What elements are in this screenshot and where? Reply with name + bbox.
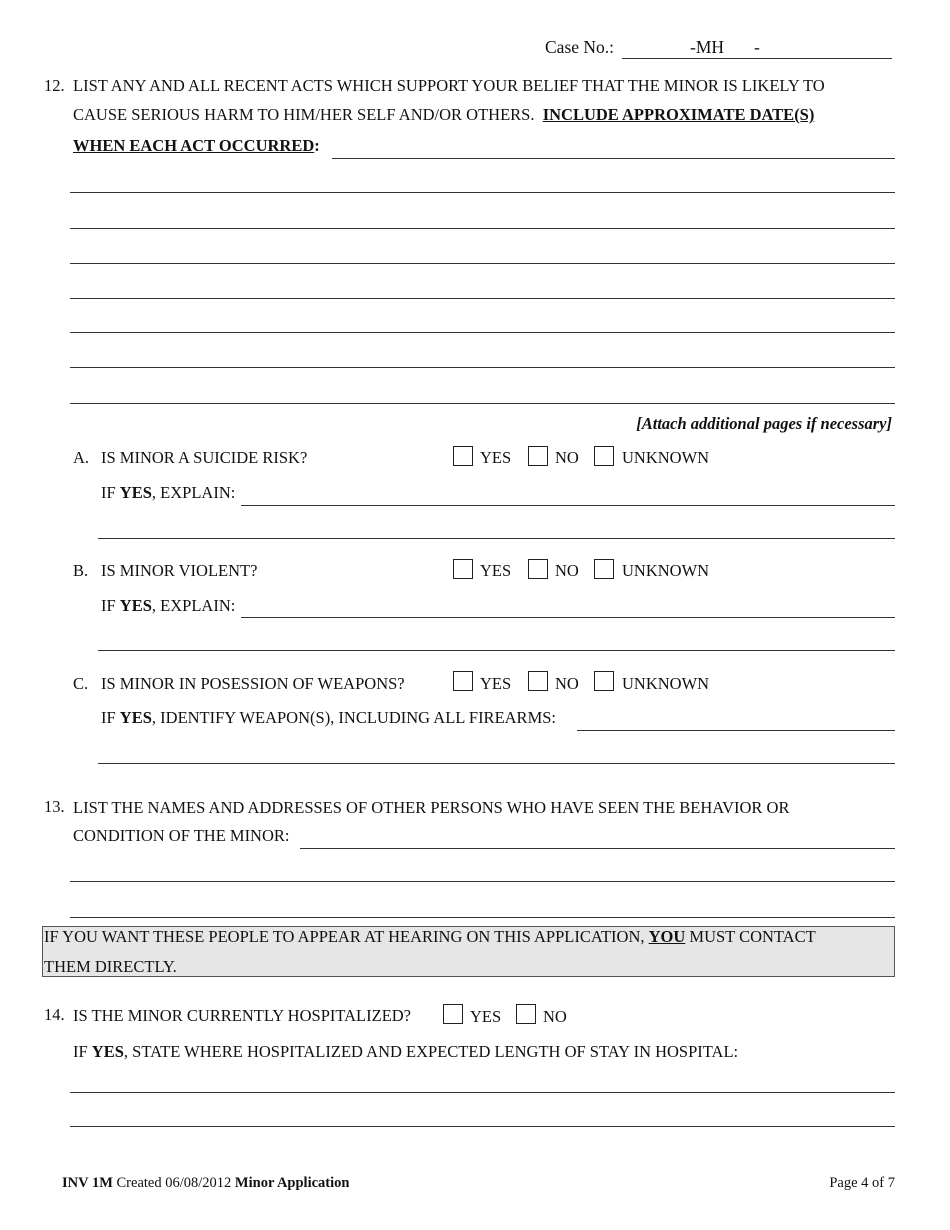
q12b-no-label: NO (555, 561, 579, 580)
q12-text-line2: CAUSE SERIOUS HARM TO HIM/HER SELF AND/OR OTHERS. INCLUDE APPROXIMATE DATE(S) (73, 105, 815, 124)
q12c-no-checkbox[interactable] (528, 671, 548, 691)
q12c-question: IS MINOR IN POSESSION OF WEAPONS? (101, 674, 405, 693)
notice-line1: IF YOU WANT THESE PEOPLE TO APPEAR AT HEARING ON THIS APPLICATION, YOU MUST CONTACT (44, 927, 816, 946)
q12-answer-line-5[interactable] (70, 298, 895, 299)
case-number-field[interactable] (622, 58, 892, 59)
q13-text-line1: LIST THE NAMES AND ADDRESSES OF OTHER PERSONS WHO HAVE SEEN THE BEHAVIOR OR (73, 798, 790, 817)
q12-answer-line-3[interactable] (70, 228, 895, 229)
q12a-unknown-label: UNKNOWN (622, 448, 710, 467)
q12b-question: IS MINOR VIOLENT? (101, 561, 258, 580)
q12c-yes-checkbox[interactable] (453, 671, 473, 691)
q12-answer-line-1[interactable] (332, 158, 895, 159)
q12a-explain-line-2[interactable] (98, 538, 895, 539)
q14-question: IS THE MINOR CURRENTLY HOSPITALIZED? (73, 1006, 412, 1025)
footer-form-code: INV 1M (62, 1175, 113, 1191)
q12b-unknown-label: UNKNOWN (622, 561, 710, 580)
q14-no-checkbox[interactable] (516, 1004, 536, 1024)
q12c-unknown-checkbox[interactable] (594, 671, 614, 691)
q12a-question: IS MINOR A SUICIDE RISK? (101, 448, 308, 467)
q12-answer-line-6[interactable] (70, 332, 895, 333)
q14-number: 14. (44, 1005, 65, 1024)
q13-answer-line-3[interactable] (70, 917, 895, 918)
q12b-yes-checkbox[interactable] (453, 559, 473, 579)
q12c-identify-label: IF YES, IDENTIFY WEAPON(S), INCLUDING ALL FIREARMS: (101, 708, 556, 727)
q12c-weapons-line-1[interactable] (577, 730, 895, 731)
q12b-yes-label: YES (480, 561, 512, 580)
q12a-letter: A. (73, 448, 90, 467)
footer-form-info (62, 1175, 349, 1192)
q14-yes-checkbox[interactable] (443, 1004, 463, 1024)
q12-answer-line-4[interactable] (70, 263, 895, 264)
case-number-dash: - (754, 37, 760, 57)
footer-form-name: Minor Application (234, 1175, 350, 1191)
q12a-explain-line-1[interactable] (241, 505, 895, 506)
q12-number: 12. (44, 76, 65, 95)
q13-answer-line-2[interactable] (70, 881, 895, 882)
q12c-yes-label: YES (480, 674, 512, 693)
case-number-label: Case No.: (545, 37, 615, 57)
q12c-letter: C. (73, 674, 89, 693)
q12a-unknown-checkbox[interactable] (594, 446, 614, 466)
q14-answer-line-1[interactable] (70, 1092, 895, 1093)
q12a-no-label: NO (555, 448, 579, 467)
q12-answer-line-2[interactable] (70, 192, 895, 193)
q12b-explain-label: IF YES, EXPLAIN: (101, 596, 236, 615)
notice-you-emphasis: YOU (648, 927, 686, 946)
q14-yes-label: YES (470, 1007, 502, 1026)
q12-text-line3: WHEN EACH ACT OCCURRED: (73, 136, 320, 155)
q12a-yes-label: YES (480, 448, 512, 467)
q14-no-label: NO (543, 1007, 567, 1026)
q13-answer-line-1[interactable] (300, 848, 895, 849)
q12b-explain-line-1[interactable] (241, 617, 895, 618)
q14-answer-line-2[interactable] (70, 1126, 895, 1127)
footer-page-number: Page 4 of 7 (829, 1175, 895, 1191)
q14-state-label: IF YES, STATE WHERE HOSPITALIZED AND EXPECTED LENGTH OF STAY IN HOSPITAL: (73, 1042, 739, 1061)
q12c-weapons-line-2[interactable] (98, 763, 895, 764)
q12-answer-line-8[interactable] (70, 403, 895, 404)
q13-number: 13. (44, 797, 65, 816)
q12a-yes-checkbox[interactable] (453, 446, 473, 466)
q12c-unknown-label: UNKNOWN (622, 674, 710, 693)
footer-created: Created 06/08/2012 (116, 1175, 232, 1191)
q12-include-dates: INCLUDE APPROXIMATE DATE(S) (542, 105, 815, 124)
q12-text-line1: LIST ANY AND ALL RECENT ACTS WHICH SUPPORT YOUR BELIEF THAT THE MINOR IS LIKELY TO (73, 76, 825, 95)
q12b-no-checkbox[interactable] (528, 559, 548, 579)
q12b-letter: B. (73, 561, 89, 580)
q12a-explain-label: IF YES, EXPLAIN: (101, 483, 236, 502)
q12b-explain-line-2[interactable] (98, 650, 895, 651)
q12-answer-line-7[interactable] (70, 367, 895, 368)
notice-line2: THEM DIRECTLY. (44, 957, 177, 976)
q12a-no-checkbox[interactable] (528, 446, 548, 466)
q13-text-line2: CONDITION OF THE MINOR: (73, 826, 290, 845)
attach-pages-note: [Attach additional pages if necessary] (636, 414, 892, 433)
q12b-unknown-checkbox[interactable] (594, 559, 614, 579)
case-number-mh: -MH (690, 37, 725, 57)
q12c-no-label: NO (555, 674, 579, 693)
